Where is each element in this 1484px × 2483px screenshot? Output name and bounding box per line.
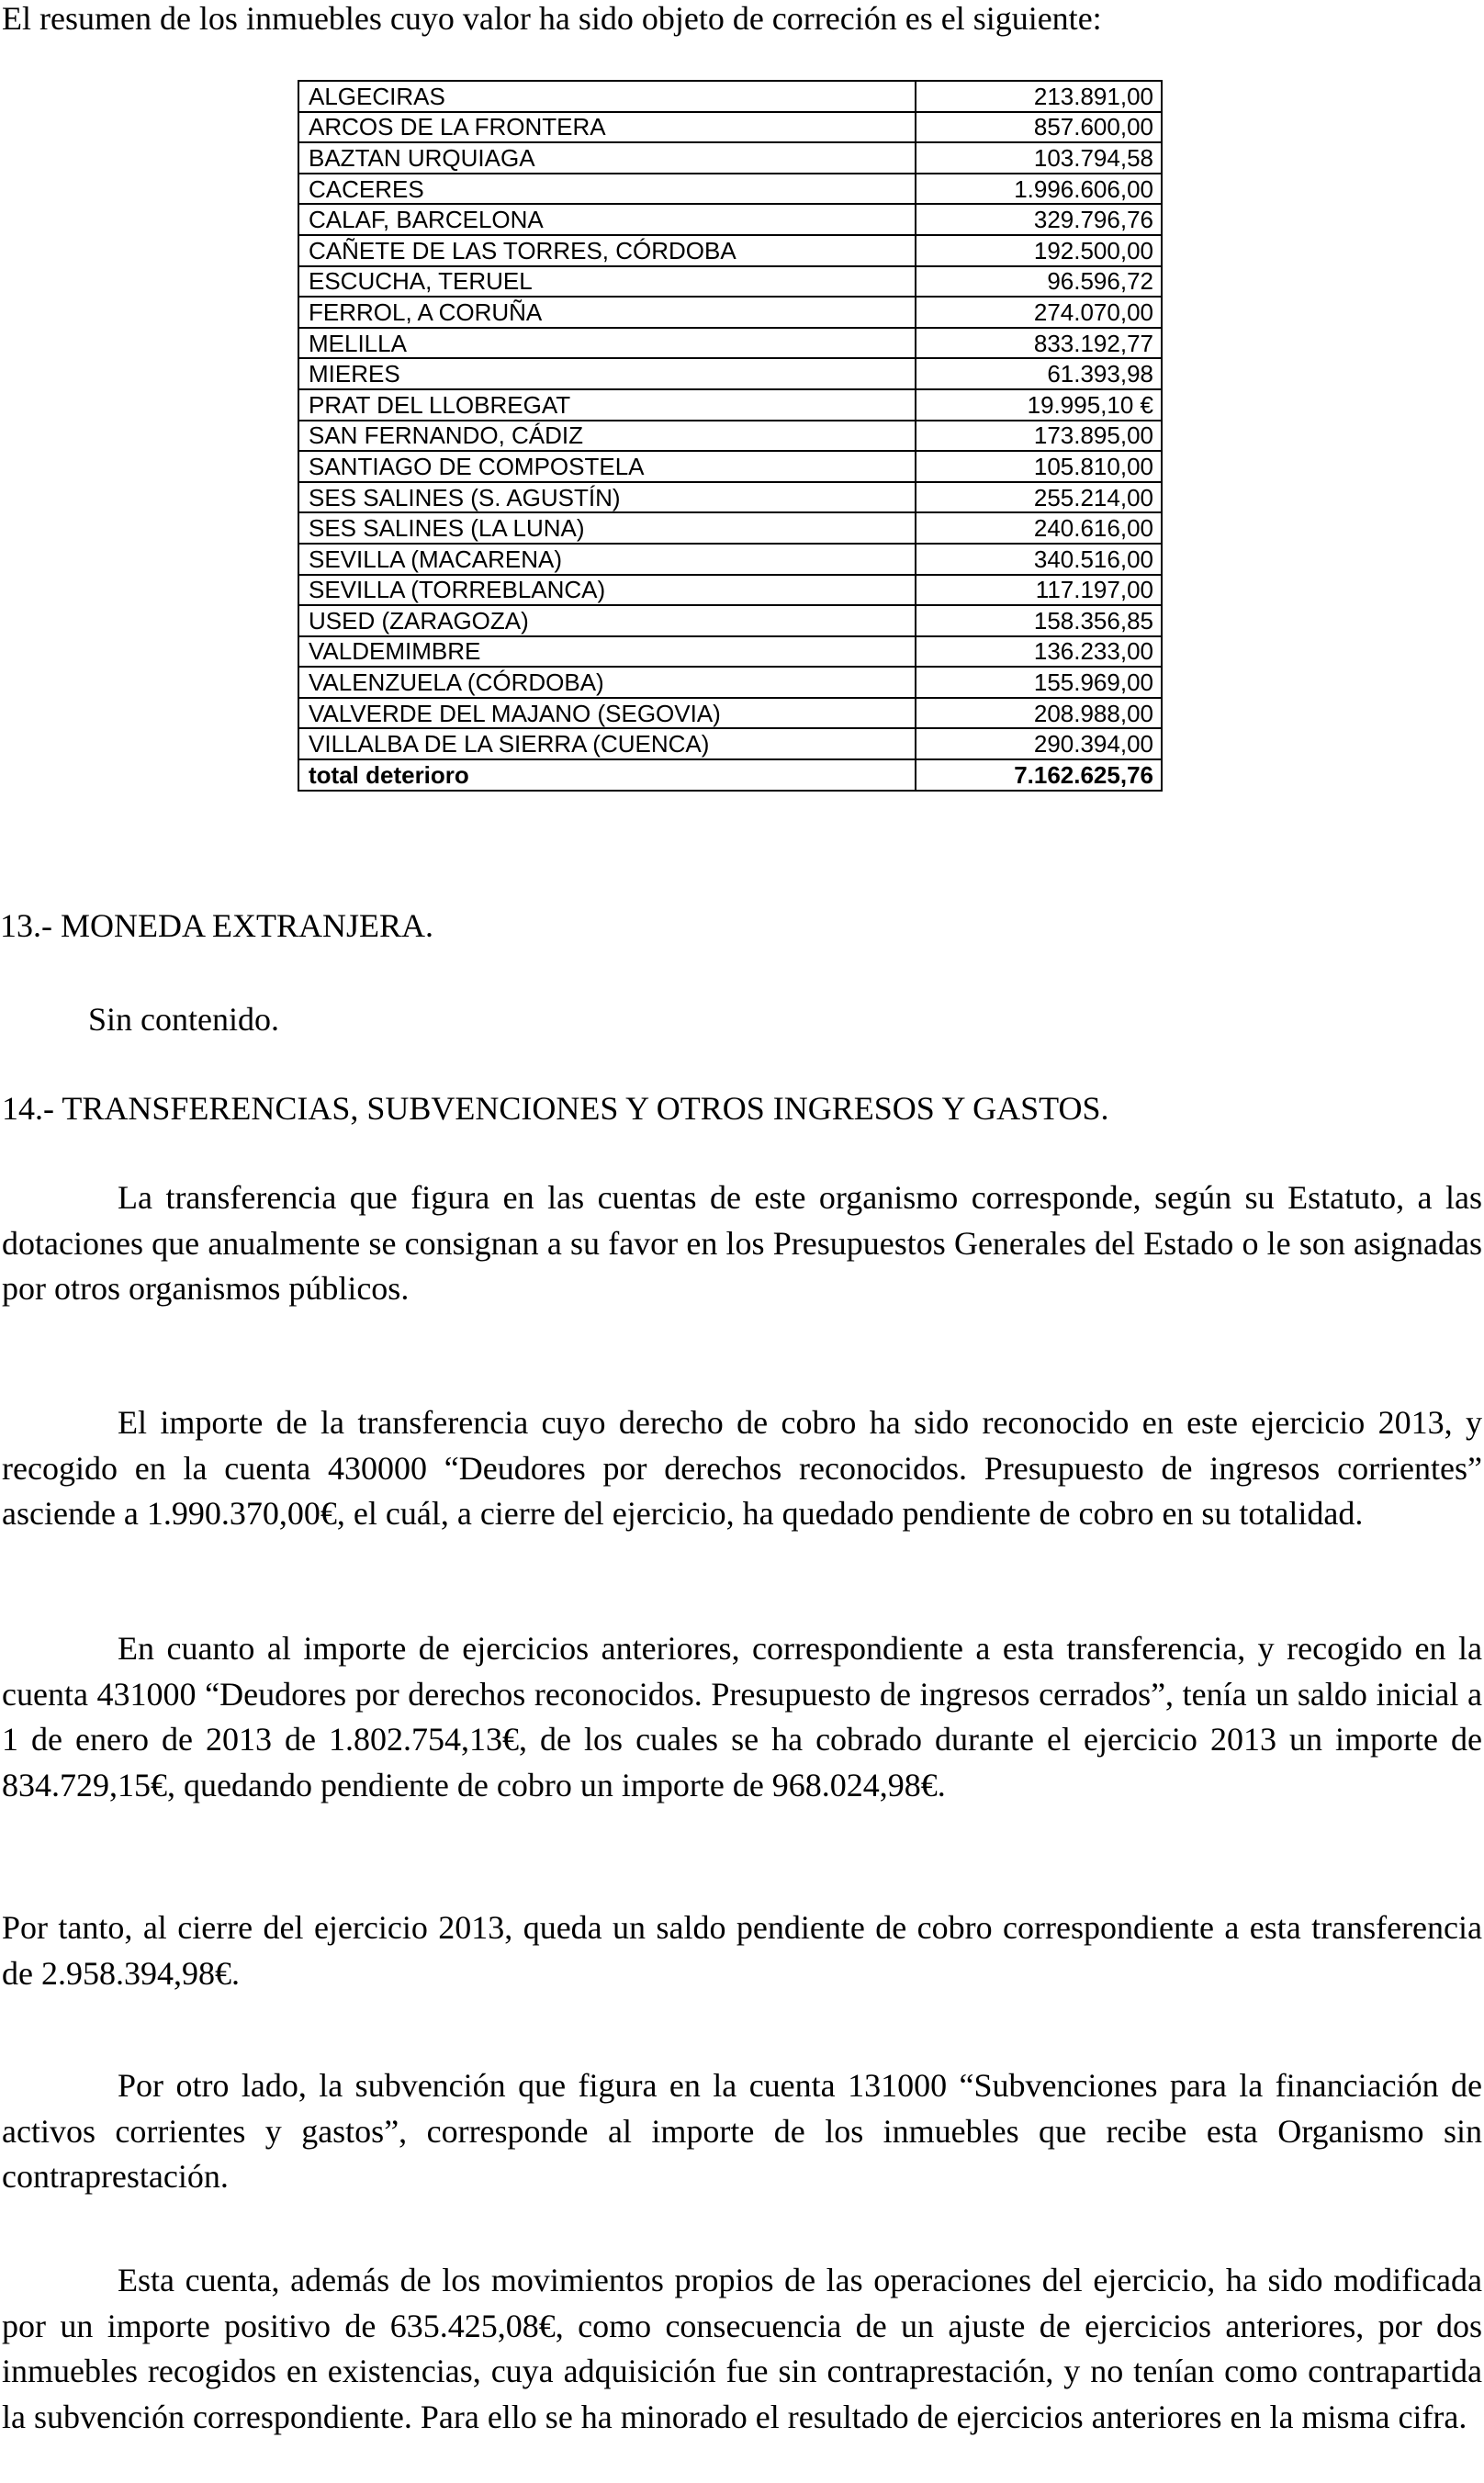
table-row (298, 297, 1162, 328)
amount-cell: 329.796,76 (916, 204, 1162, 235)
summary-table (298, 80, 1163, 792)
amount-cell: 833.192,77 (916, 328, 1162, 359)
property-name-cell: SAN FERNANDO, CÁDIZ (298, 421, 916, 452)
table-row (298, 235, 1162, 266)
property-name-cell: ALGECIRAS (298, 81, 916, 112)
section-14-heading: 14.- TRANSFERENCIAS, SUBVENCIONES Y OTROS INGRESOS Y GASTOS. (2, 1090, 1109, 1127)
property-name-cell: SANTIAGO DE COMPOSTELA (298, 451, 916, 482)
amount-cell: 213.891,00 (916, 81, 1162, 112)
amount-cell: 155.969,00 (916, 667, 1162, 698)
amount-cell: 105.810,00 (916, 451, 1162, 482)
table-row (298, 451, 1162, 482)
amount-cell: 19.995,10 € (916, 389, 1162, 421)
property-name-cell: PRAT DEL LLOBREGAT (298, 389, 916, 421)
section-14-paragraph-5 (2, 2063, 1482, 2200)
property-name-cell: VALVERDE DEL MAJANO (SEGOVIA) (298, 698, 916, 729)
total-amount-cell: 7.162.625,76 (916, 759, 1162, 791)
paragraph-text: La transferencia que figura en las cuentas de este organismo corresponde, según su Estatuto, a las dotaciones que anualmente se consignan a su favor en los Presupuestos Generales del Estado o le son asignadas por otros organismos públicos. (2, 1179, 1482, 1307)
total-row (298, 759, 1162, 791)
paragraph-text: En cuanto al importe de ejercicios anteriores, correspondiente a esta transferencia, y recogido en la cuenta 431000 “Deudores por derechos reconocidos. Presupuesto de ingresos cerrados”, tenía un saldo inicial a 1 de enero de 2013 de 1.802.754,13€, de los cuales se ha cobrado durante el ejercicio 2013 un importe de 834.729,15€, quedando pendiente de cobro un importe de 968.024,98€. (2, 1630, 1482, 1803)
table-row (298, 174, 1162, 205)
table-row (298, 575, 1162, 606)
table-row (298, 728, 1162, 759)
table-row (298, 482, 1162, 513)
property-name-cell: FERROL, A CORUÑA (298, 297, 916, 328)
table-row (298, 81, 1162, 112)
amount-cell: 290.394,00 (916, 728, 1162, 759)
amount-cell: 192.500,00 (916, 235, 1162, 266)
section-13-heading: 13.- MONEDA EXTRANJERA. (0, 907, 433, 944)
section-13-body: Sin contenido. (88, 1001, 279, 1038)
table-row (298, 142, 1162, 174)
property-name-cell: SES SALINES (LA LUNA) (298, 512, 916, 544)
section-14-paragraph-3 (2, 1626, 1482, 1808)
amount-cell: 1.996.606,00 (916, 174, 1162, 205)
section-14-paragraph-6 (2, 2258, 1482, 2440)
intro-text: El resumen de los inmuebles cuyo valor ha sido objeto de correción es el siguiente: (2, 0, 1102, 37)
table-row (298, 389, 1162, 421)
summary-table-body (298, 81, 1162, 791)
table-row (298, 667, 1162, 698)
table-row (298, 204, 1162, 235)
amount-cell: 208.988,00 (916, 698, 1162, 729)
total-label-cell: total deterioro (298, 759, 916, 791)
property-name-cell: ESCUCHA, TERUEL (298, 266, 916, 298)
property-name-cell: CACERES (298, 174, 916, 205)
amount-cell: 340.516,00 (916, 544, 1162, 575)
property-name-cell: CAÑETE DE LAS TORRES, CÓRDOBA (298, 235, 916, 266)
section-14-paragraph-4 (2, 1905, 1482, 1996)
property-name-cell: BAZTAN URQUIAGA (298, 142, 916, 174)
table-row (298, 266, 1162, 298)
amount-cell: 255.214,00 (916, 482, 1162, 513)
table-row (298, 358, 1162, 389)
paragraph-text: El importe de la transferencia cuyo derecho de cobro ha sido reconocido en este ejercicio 2013, y recogido en la cuenta 430000 “Deudores por derechos reconocidos. Presupuesto de ingresos corrientes” asciende a 1.990.370,00€, el cuál, a cierre del ejercicio, ha quedado pendiente de cobro en su totalidad. (2, 1404, 1482, 1532)
table-row (298, 328, 1162, 359)
section-14-paragraph-1 (2, 1175, 1482, 1312)
summary-table-container (298, 80, 1163, 792)
amount-cell: 857.600,00 (916, 112, 1162, 143)
paragraph-text: Esta cuenta, además de los movimientos propios de las operaciones del ejercicio, ha sido modificada por un importe positivo de 635.425,08€, como consecuencia de un ajuste de ejercicios anteriores, por dos inmuebles recogidos en existencias, cuya adquisición fue sin contraprestación, y no tenían como contrapartida la subvención correspondiente. Para ello se ha minorado el resultado de ejercicios anteriores en la misma cifra. (2, 2262, 1482, 2435)
property-name-cell: SES SALINES (S. AGUSTÍN) (298, 482, 916, 513)
amount-cell: 117.197,00 (916, 575, 1162, 606)
table-row (298, 512, 1162, 544)
table-row (298, 421, 1162, 452)
property-name-cell: ARCOS DE LA FRONTERA (298, 112, 916, 143)
amount-cell: 103.794,58 (916, 142, 1162, 174)
section-14-paragraph-2 (2, 1400, 1482, 1537)
property-name-cell: SEVILLA (MACARENA) (298, 544, 916, 575)
property-name-cell: VILLALBA DE LA SIERRA (CUENCA) (298, 728, 916, 759)
property-name-cell: VALENZUELA (CÓRDOBA) (298, 667, 916, 698)
property-name-cell: SEVILLA (TORREBLANCA) (298, 575, 916, 606)
table-row (298, 698, 1162, 729)
table-row (298, 544, 1162, 575)
table-row (298, 636, 1162, 668)
paragraph-text: Por otro lado, la subvención que figura en la cuenta 131000 “Subvenciones para la financiación de activos corrientes y gastos”, corresponde al importe de los inmuebles que recibe esta Organismo sin contraprestación. (2, 2067, 1482, 2195)
amount-cell: 136.233,00 (916, 636, 1162, 668)
property-name-cell: USED (ZARAGOZA) (298, 605, 916, 636)
amount-cell: 61.393,98 (916, 358, 1162, 389)
property-name-cell: MIERES (298, 358, 916, 389)
property-name-cell: CALAF, BARCELONA (298, 204, 916, 235)
amount-cell: 274.070,00 (916, 297, 1162, 328)
table-row (298, 605, 1162, 636)
table-row (298, 112, 1162, 143)
property-name-cell: VALDEMIMBRE (298, 636, 916, 668)
amount-cell: 158.356,85 (916, 605, 1162, 636)
amount-cell: 173.895,00 (916, 421, 1162, 452)
amount-cell: 240.616,00 (916, 512, 1162, 544)
amount-cell: 96.596,72 (916, 266, 1162, 298)
property-name-cell: MELILLA (298, 328, 916, 359)
paragraph-text: Por tanto, al cierre del ejercicio 2013, queda un saldo pendiente de cobro correspondiente a esta transferencia de 2.958.394,98€. (2, 1909, 1482, 1992)
